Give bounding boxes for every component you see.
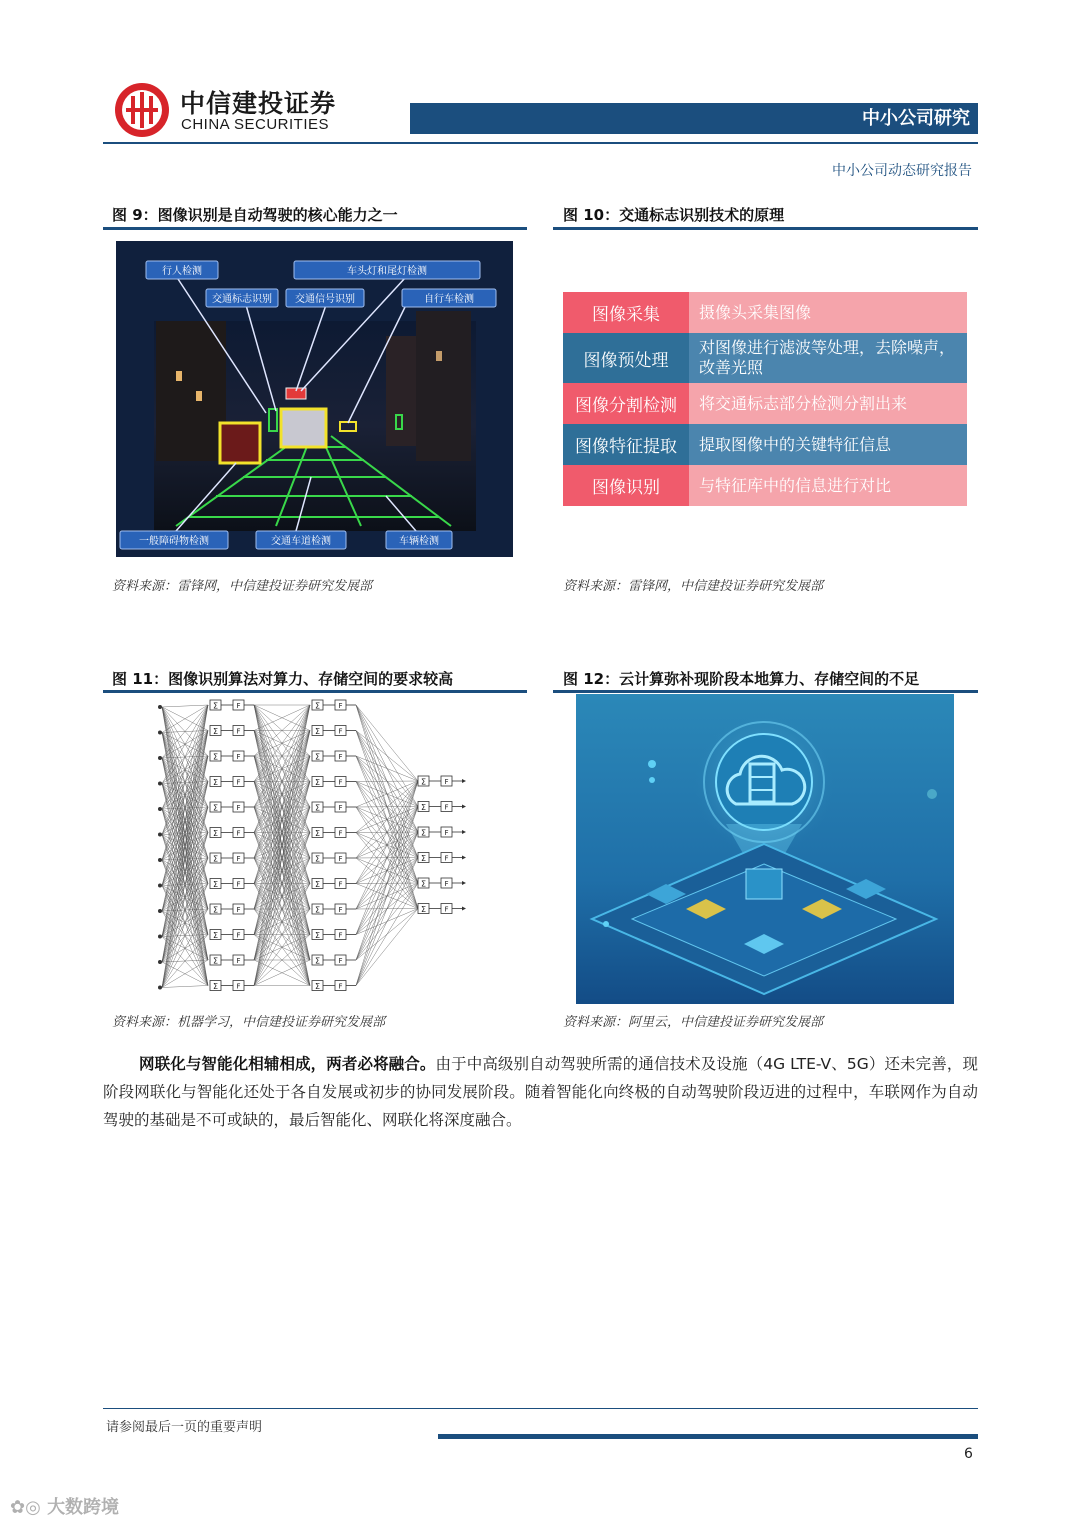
watermark-text: 大数跨境 [47, 1497, 120, 1518]
fig10-step: 图像特征提取 [563, 424, 689, 465]
fig9-label-vehicle: 车辆检测 [399, 536, 439, 547]
svg-text:Σ: Σ [314, 727, 321, 736]
fig9-rule [103, 227, 527, 230]
nn-neuron [312, 700, 356, 711]
nn-neuron [210, 904, 254, 915]
svg-text:F: F [338, 982, 343, 991]
nn-input-node [158, 986, 162, 990]
svg-text:F: F [236, 982, 241, 991]
fig10-row [563, 292, 967, 333]
svg-text:F: F [236, 906, 241, 914]
nn-neuron [210, 700, 254, 711]
fig10-row [563, 424, 967, 465]
nn-neuron [418, 802, 462, 813]
svg-text:F: F [236, 702, 241, 710]
nn-neuron [312, 802, 356, 813]
fig9-label-lane: 交通车道检测 [271, 536, 331, 547]
svg-text:F: F [338, 829, 343, 838]
svg-text:Σ: Σ [314, 905, 321, 915]
fig10-desc: 与特征库中的信息进行对比 [689, 465, 967, 506]
fig10-source: 资料来源：雷锋网，中信建投证券研究发展部 [563, 579, 824, 594]
fig10-row [563, 465, 967, 506]
footer-rule [103, 1408, 978, 1409]
fig9-label-signs: 交通标志识别 [212, 294, 272, 305]
svg-text:Σ: Σ [314, 829, 321, 838]
svg-text:Σ: Σ [420, 777, 427, 787]
nn-neuron [418, 776, 462, 787]
svg-text:Σ: Σ [212, 701, 219, 711]
svg-text:Σ: Σ [314, 956, 321, 966]
nn-input-node [158, 705, 162, 709]
fig10-step: 图像识别 [563, 465, 689, 506]
svg-text:F: F [236, 931, 241, 940]
fig10-desc: 提取图像中的关键特征信息 [689, 424, 967, 465]
nn-neuron [210, 777, 254, 788]
svg-text:F: F [236, 778, 241, 787]
fig9-label-pedestrian: 行人检测 [162, 266, 202, 277]
svg-text:Σ: Σ [314, 982, 321, 991]
page-number: 6 [964, 1446, 973, 1462]
fig10-step: 图像分割检测 [563, 383, 689, 424]
nn-neuron [210, 726, 254, 737]
nn-input-node [158, 833, 162, 837]
svg-text:Σ: Σ [212, 880, 219, 889]
section-title: 中小公司研究 [862, 108, 970, 129]
nn-neuron [312, 828, 356, 839]
fig10-step: 图像采集 [563, 292, 689, 333]
nn-input-node [158, 935, 162, 939]
fig10-process-table [563, 292, 967, 506]
svg-text:Σ: Σ [314, 701, 321, 711]
nn-neuron [210, 751, 254, 762]
fig12-cloud-image [576, 694, 954, 1004]
fig10-title: 图 10：交通标志识别技术的原理 [563, 206, 785, 224]
svg-text:Σ: Σ [212, 752, 219, 762]
svg-text:F: F [338, 855, 343, 863]
svg-text:Σ: Σ [314, 803, 321, 813]
svg-text:F: F [338, 753, 343, 761]
fig9-label-obstacle: 一般障碍物检测 [139, 536, 209, 547]
nn-neuron [210, 879, 254, 890]
nn-neuron [312, 726, 356, 737]
fig11-title: 图 11：图像识别算法对算力、存储空间的要求较高 [112, 670, 454, 688]
fig12-title: 图 12：云计算弥补现阶段本地算力、存储空间的不足 [563, 670, 920, 688]
body-text: 由于中高级别自动驾驶所需的通信技术及设施（4G LTE-V、5G）还未完善，现阶段网联化与智能化还处于各自发展或初步的协同发展阶段。随着智能化向终极的自动驾驶阶段迈进的过程中，车联网作为自动驾驶的基础是不可或缺的，最后智能化、网联化将深度融合。 [103, 1055, 978, 1129]
svg-text:F: F [338, 880, 343, 889]
nn-neuron [312, 777, 356, 788]
svg-text:F: F [236, 880, 241, 889]
svg-text:Σ: Σ [420, 828, 427, 838]
footer-accent-bar [438, 1434, 978, 1439]
fig10-rule [553, 227, 978, 230]
svg-text:Σ: Σ [314, 752, 321, 762]
svg-text:Σ: Σ [314, 854, 321, 864]
svg-text:F: F [338, 778, 343, 787]
svg-text:Σ: Σ [314, 880, 321, 889]
nn-neuron [210, 930, 254, 941]
svg-text:F: F [444, 880, 449, 888]
svg-text:Σ: Σ [212, 854, 219, 864]
svg-text:F: F [236, 855, 241, 863]
svg-text:F: F [444, 778, 449, 786]
nn-neuron [312, 751, 356, 762]
svg-text:Σ: Σ [212, 905, 219, 915]
fig10-desc: 对图像进行滤波等处理，去除噪声，改善光照 [689, 333, 967, 383]
nn-input-node [158, 731, 162, 735]
nn-neuron [418, 827, 462, 838]
svg-text:Σ: Σ [212, 982, 219, 991]
svg-text:Σ: Σ [420, 905, 427, 914]
svg-text:F: F [444, 803, 449, 812]
nn-neuron [210, 828, 254, 839]
svg-text:F: F [338, 906, 343, 914]
company-name-cn: 中信建投证券 [180, 89, 337, 118]
watermark [10, 1493, 119, 1519]
nn-neuron [210, 981, 254, 992]
nn-neuron [418, 853, 462, 864]
nn-neuron [210, 955, 254, 966]
fig12-source: 资料来源：阿里云，中信建投证券研究发展部 [563, 1015, 824, 1030]
svg-text:F: F [444, 905, 449, 914]
svg-text:Σ: Σ [212, 956, 219, 966]
fig10-desc: 将交通标志部分检测分割出来 [689, 383, 967, 424]
fig11-source: 资料来源：机器学习，中信建投证券研究发展部 [112, 1015, 386, 1030]
svg-text:Σ: Σ [212, 829, 219, 838]
nn-input-node [158, 756, 162, 760]
svg-text:F: F [338, 702, 343, 710]
nn-input-node [158, 909, 162, 913]
fig10-step: 图像预处理 [563, 333, 689, 383]
svg-text:F: F [338, 804, 343, 812]
svg-text:F: F [338, 957, 343, 965]
svg-text:Σ: Σ [314, 931, 321, 940]
nn-neuron [312, 930, 356, 941]
nn-neuron [312, 981, 356, 992]
nn-neuron [418, 904, 462, 915]
svg-text:F: F [338, 931, 343, 940]
nn-neuron [418, 878, 462, 889]
header-rule [103, 142, 978, 144]
nn-input-node [158, 960, 162, 964]
nn-neuron [312, 904, 356, 915]
watermark-logo-icon: ✿◎ [10, 1497, 48, 1518]
svg-text:F: F [236, 753, 241, 761]
nn-neuron [312, 879, 356, 890]
svg-text:F: F [444, 829, 449, 837]
company-logo-icon [114, 82, 170, 138]
fig9-label-bicycle: 自行车检测 [424, 294, 474, 305]
fig9-image [116, 241, 513, 557]
fig9-label-signals: 交通信号识别 [295, 294, 355, 305]
svg-text:Σ: Σ [420, 803, 427, 812]
svg-text:Σ: Σ [212, 803, 219, 813]
footer-disclaimer-note: 请参阅最后一页的重要声明 [106, 1420, 263, 1435]
svg-text:Σ: Σ [212, 727, 219, 736]
svg-text:Σ: Σ [420, 854, 427, 863]
report-type: 中小公司动态研究报告 [832, 163, 972, 179]
nn-input-node [158, 858, 162, 862]
fig11-neural-network-diagram [150, 697, 480, 997]
fig10-desc: 摄像头采集图像 [689, 292, 967, 333]
svg-text:F: F [236, 727, 241, 736]
header-bar [410, 103, 978, 134]
body-paragraph [103, 1050, 978, 1134]
nn-input-node [158, 782, 162, 786]
company-name-en: CHINA SECURITIES [181, 116, 330, 133]
fig10-row [563, 333, 967, 383]
body-bold-lead: 网联化与智能化相辅相成，两者必将融合。 [139, 1055, 436, 1073]
fig12-rule [553, 690, 978, 693]
svg-text:Σ: Σ [420, 879, 427, 889]
nn-neuron [312, 853, 356, 864]
nn-neuron [312, 955, 356, 966]
nn-input-node [158, 807, 162, 811]
nn-input-node [158, 884, 162, 888]
fig9-title: 图 9：图像识别是自动驾驶的核心能力之一 [112, 206, 398, 224]
svg-text:F: F [236, 957, 241, 965]
nn-neuron [210, 853, 254, 864]
svg-text:Σ: Σ [212, 931, 219, 940]
svg-text:F: F [236, 804, 241, 812]
svg-text:F: F [338, 727, 343, 736]
svg-text:Σ: Σ [212, 778, 219, 787]
fig9-source: 资料来源：雷锋网，中信建投证券研究发展部 [112, 579, 373, 594]
fig9-label-lights: 车头灯和尾灯检测 [347, 266, 427, 277]
svg-text:Σ: Σ [314, 778, 321, 787]
nn-neuron [210, 802, 254, 813]
svg-text:F: F [236, 829, 241, 838]
fig11-rule [103, 690, 527, 693]
fig10-row [563, 383, 967, 424]
svg-text:F: F [444, 854, 449, 863]
